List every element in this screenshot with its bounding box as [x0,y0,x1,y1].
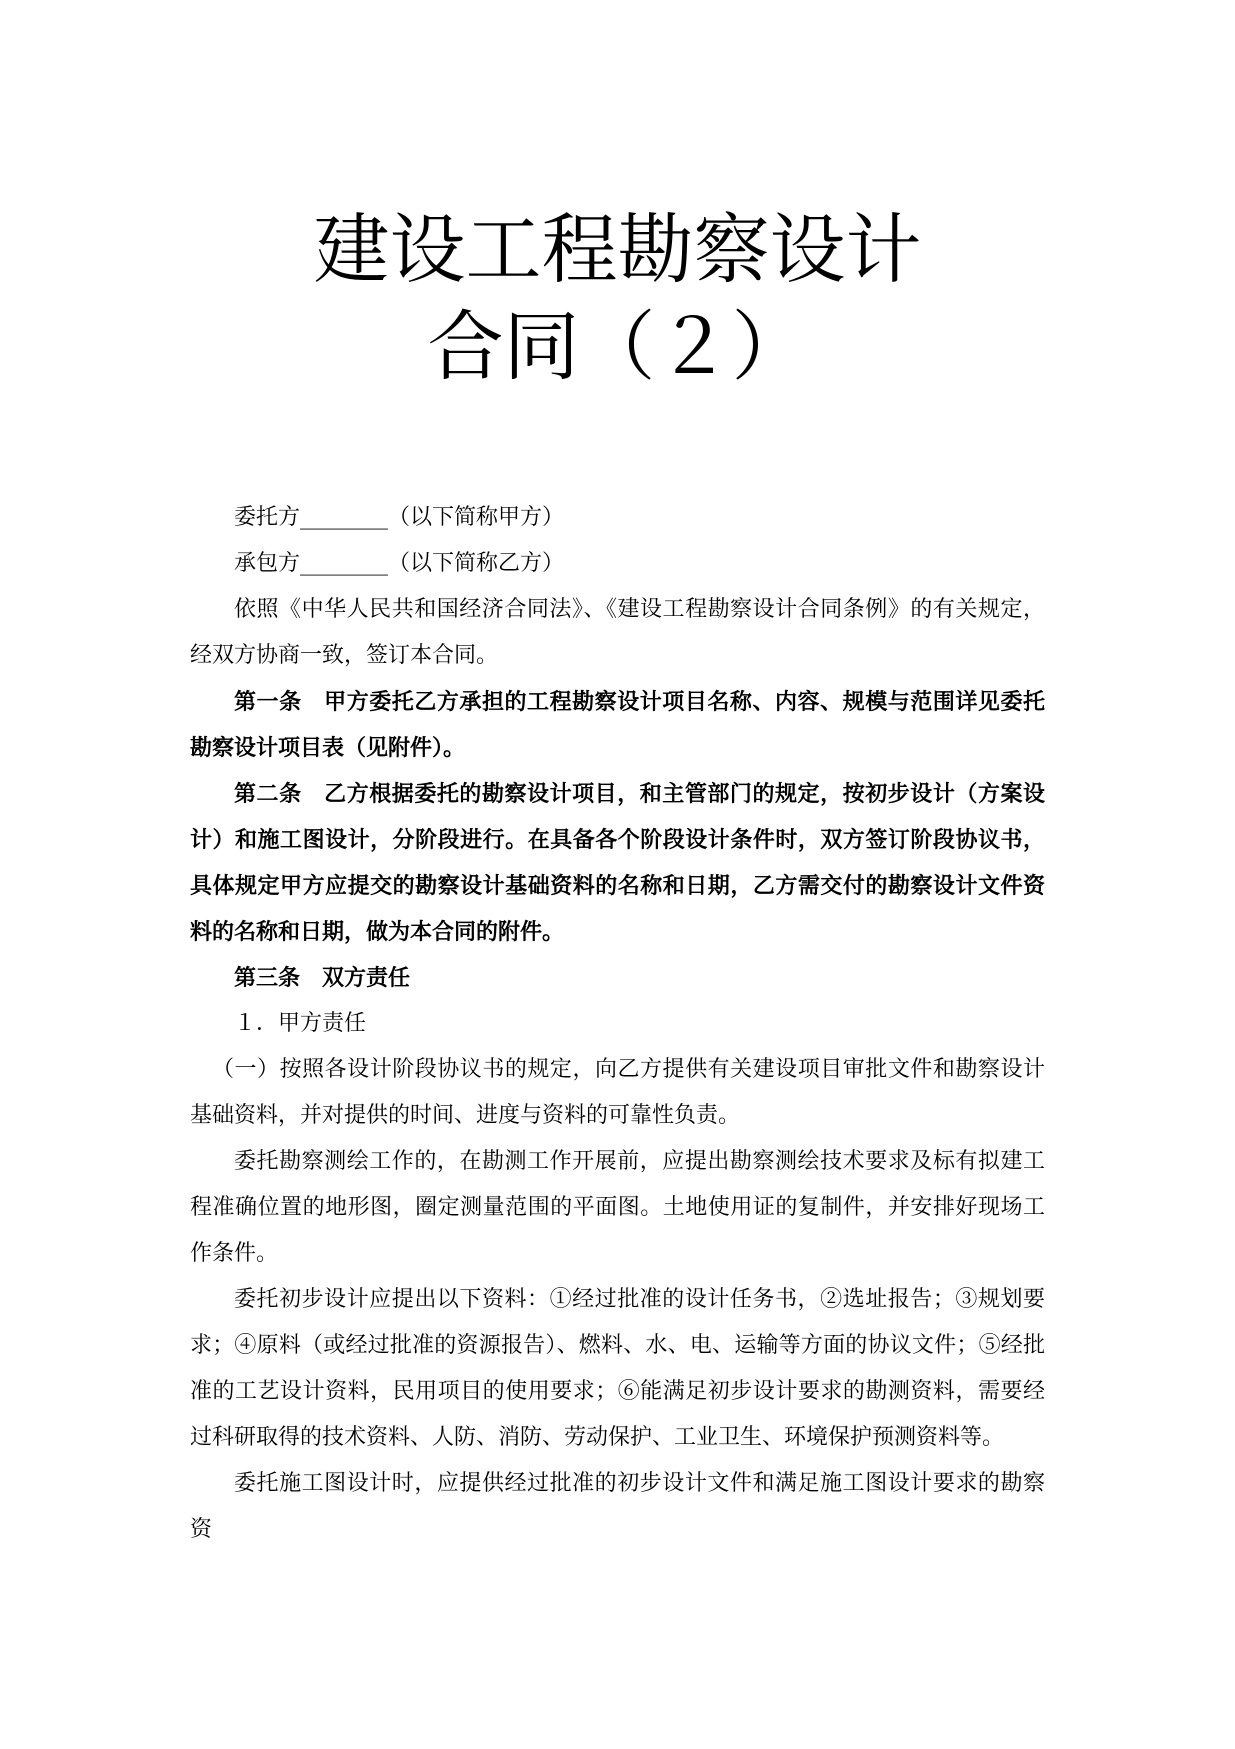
party-b-line: 承包方________（以下简称乙方） [234,551,565,576]
preamble-paragraph: 依照《中华人民共和国经济合同法》、《建设工程勘察设计合同条例》的有关规定，经双方协商一致，签订本合同。 [190,597,1045,668]
preliminary-design-paragraph: 委托初步设计应提出以下资料：①经过批准的设计任务书，②选址报告；③规划要求；④原料（或经过批准的资源报告）、燃料、水、电、运输等方面的协议文件；⑤经批准的工艺设计资料，民用项目的使用要求；⑥能满足初步设计要求的勘测资料，需要经过科研取得的技术资料、人防、消防、劳动保护、工业卫生、环境保护预测资料等。 [190,1287,1045,1450]
article-3-heading: 第三条 双方责任 [234,965,411,991]
party-a-line: 委托方________（以下简称甲方） [234,505,565,530]
article-2: 第二条 乙方根据委托的勘察设计项目，和主管部门的规定，按初步设计（方案设计）和施工图设计，分阶段进行。在具备各个阶段设计条件时，双方签订阶段协议书，具体规定甲方应提交的勘察设计基础资料的名称和日期，乙方需交付的勘察设计文件资料的名称和日期，做为本合同的附件。 [190,781,1045,945]
party-a-responsibility-heading: １．甲方责任 [234,1011,367,1036]
document-title-line-2: 合同（２） [427,302,808,391]
article-1: 第一条 甲方委托乙方承担的工程勘察设计项目名称、内容、规模与范围详见委托勘察设计项目表（见附件）。 [190,689,1045,761]
survey-requirements-paragraph: 委托勘察测绘工作的，在勘测工作开展前，应提出勘察测绘技术要求及标有拟建工程准确位置的地形图，圈定测量范围的平面图。土地使用证的复制件，并安排好现场工作条件。 [190,1149,1045,1266]
responsibility-item-1: （一）按照各设计阶段协议书的规定，向乙方提供有关建设项目审批文件和勘察设计基础资料，并对提供的时间、进度与资料的可靠性负责。 [190,1057,1045,1128]
document-title-line-1: 建设工程勘察设计 [313,205,922,294]
construction-drawing-paragraph: 委托施工图设计时，应提供经过批准的初步设计文件和满足施工图设计要求的勘察资 [190,1471,1045,1542]
contract-body [190,495,1045,1553]
